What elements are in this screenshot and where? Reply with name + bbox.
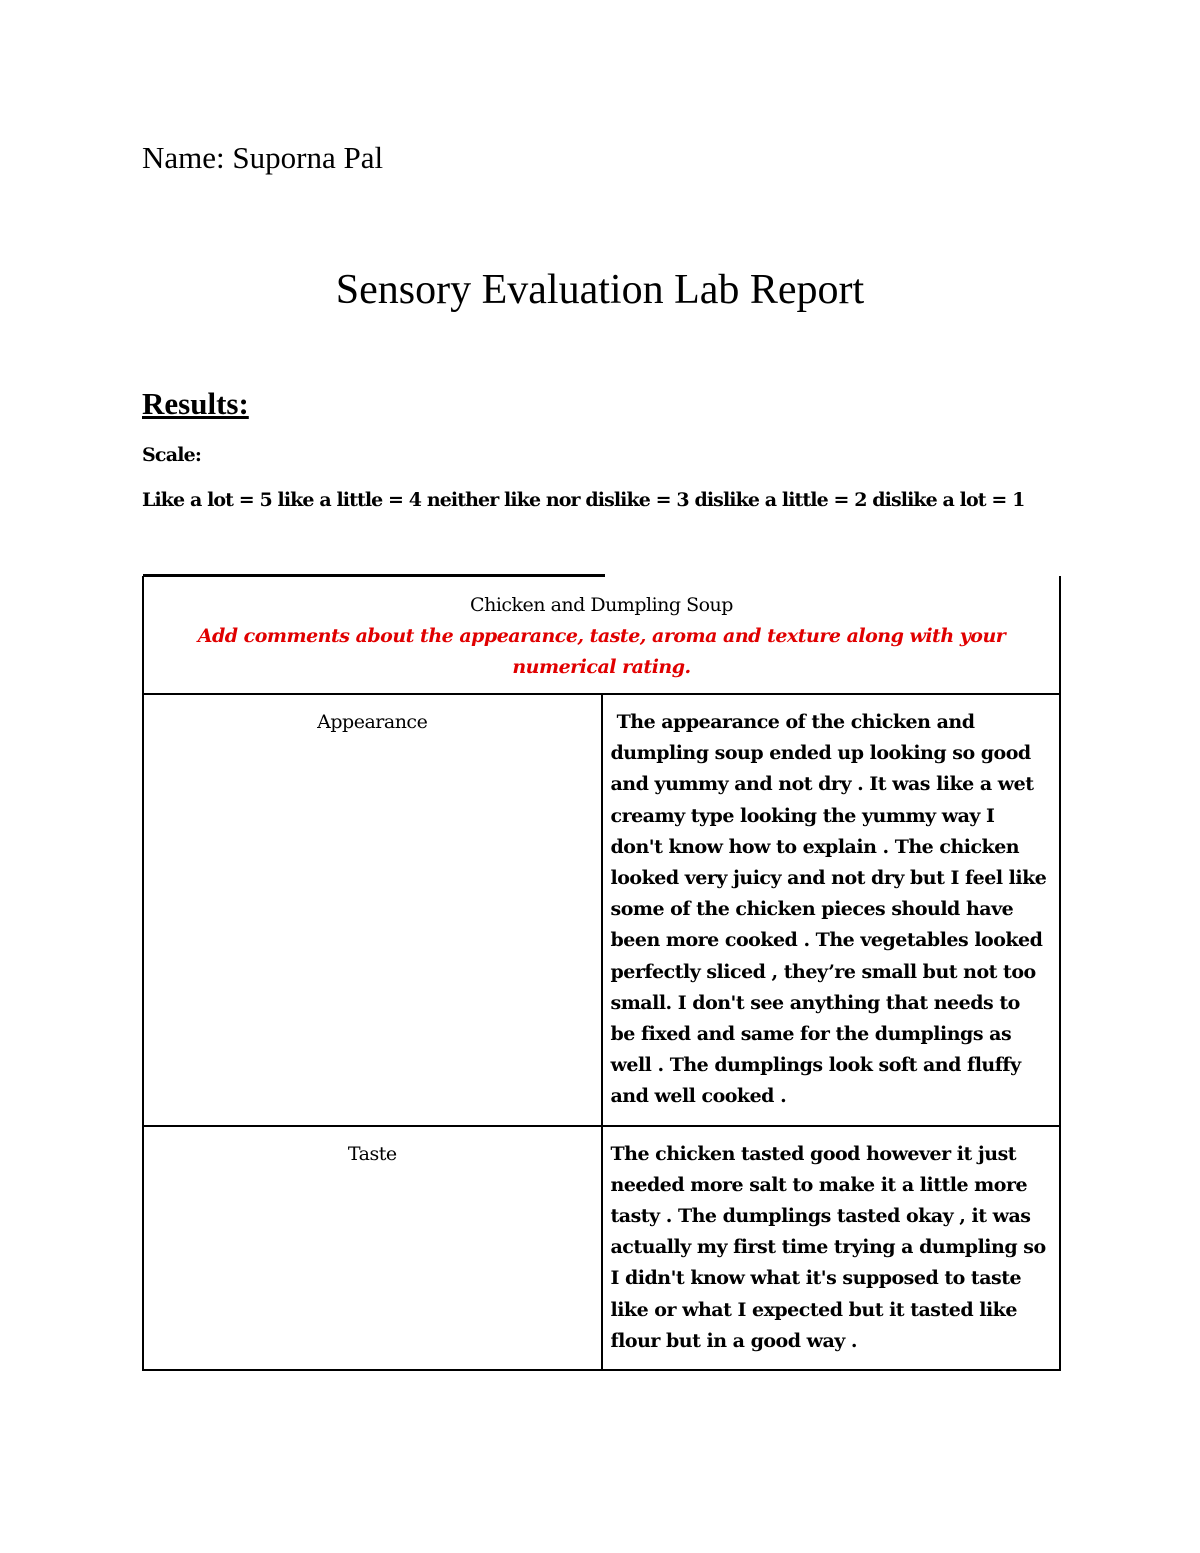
scale-values: Like a lot = 5 like a little = 4 neither like nor dislike = 3 dislike a little = 2 dislike a lot = 1 xyxy=(142,489,1025,511)
scale-label: Scale: xyxy=(142,444,202,466)
aspect-cell-appearance: Appearance xyxy=(143,694,602,1126)
table-header-row xyxy=(143,576,1060,694)
comment-cell-appearance: The appearance of the chicken and dumpling soup ended up looking so good and yummy and not dry . It was like a wet creamy type looking the yummy way I don't know how to explain . The chicken looked very juicy and not dry but I feel like some of the chicken pieces should have been more cooked . The vegetables looked perfectly sliced , they’re small but not too small. I don't see anything that needs to be fixed and same for the dumplings as well . The dumplings look soft and fluffy and well cooked . xyxy=(602,694,1061,1126)
evaluation-table xyxy=(142,576,1061,1371)
student-name: Name: Suporna Pal xyxy=(142,140,384,175)
table-row xyxy=(143,694,1060,1126)
table-header-cell xyxy=(143,576,1060,694)
comment-cell-taste: The chicken tasted good however it just needed more salt to make it a little more tasty . The dumplings tasted okay , it was actually my first time trying a dumpling so I didn't know what it's supposed to taste like or what I expected but it tasted like flour but in a good way . xyxy=(602,1126,1061,1370)
report-title: Sensory Evaluation Lab Report xyxy=(335,267,865,313)
results-heading: Results: xyxy=(142,386,249,421)
instructions-text: Add comments about the appearance, taste, aroma and texture along with your numerical rating. xyxy=(197,625,1006,678)
table-row xyxy=(143,1126,1060,1370)
aspect-cell-taste: Taste xyxy=(143,1126,602,1370)
soup-name: Chicken and Dumpling Soup xyxy=(470,594,733,616)
